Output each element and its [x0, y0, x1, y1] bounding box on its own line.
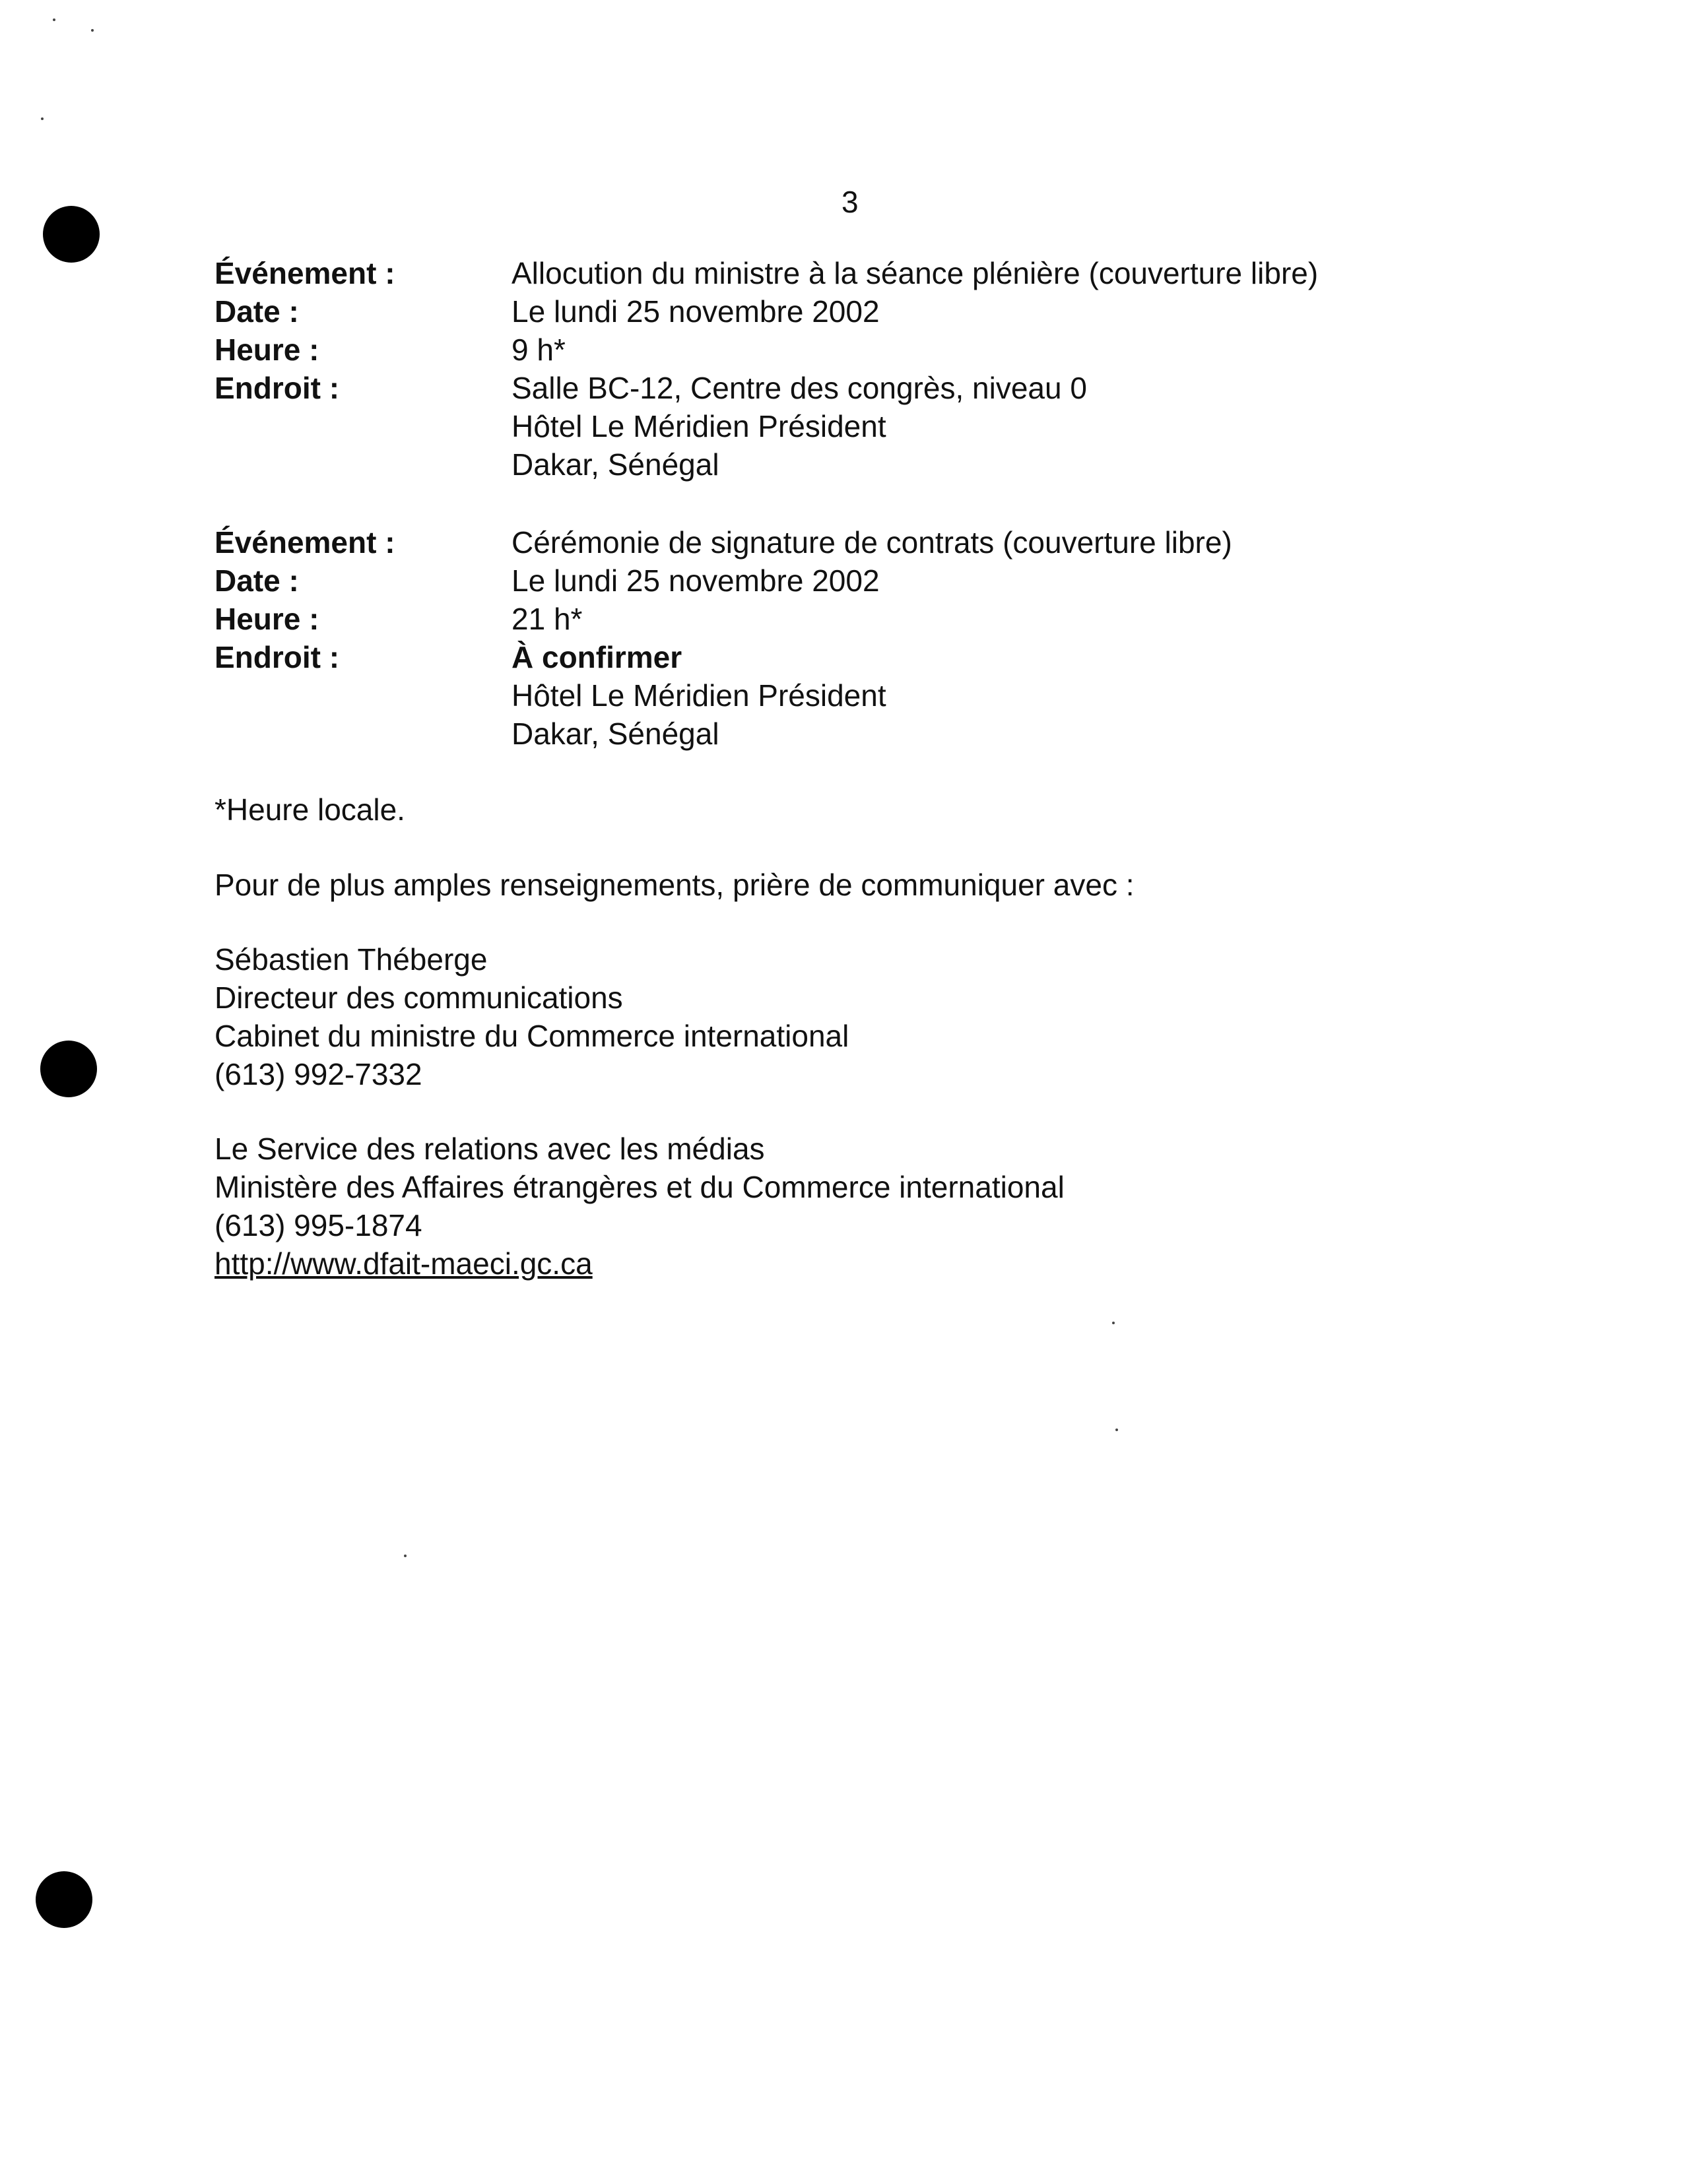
binder-hole-top [43, 206, 100, 263]
event-block-1 [214, 254, 1534, 484]
place-label: Endroit : [214, 640, 340, 674]
date-label: Date : [214, 294, 299, 329]
page-number: 3 [842, 185, 859, 219]
contact-director [214, 940, 1534, 1093]
time-label: Heure : [214, 602, 319, 636]
place-line: Salle BC-12, Centre des congrès, niveau 0 [512, 371, 1087, 405]
place-line: Hôtel Le Méridien Président [512, 678, 886, 713]
scan-speck [91, 29, 94, 32]
contact-intro: Pour de plus amples renseignements, prière de communiquer avec : [214, 868, 1135, 902]
time-value: 21 h* [512, 602, 583, 636]
contact-name: Sébastien Théberge [214, 942, 488, 977]
place-line-to-confirm: À confirmer [512, 640, 682, 674]
place-line: Dakar, Sénégal [512, 447, 719, 482]
date-label: Date : [214, 563, 299, 598]
scan-speck [1115, 1429, 1118, 1431]
place-value [512, 638, 1436, 753]
event-value: Allocution du ministre à la séance plénière (couverture libre) [512, 256, 1319, 290]
date-value: Le lundi 25 novembre 2002 [512, 294, 880, 329]
event-block-2 [214, 523, 1534, 753]
event-label: Événement : [214, 525, 395, 560]
local-time-footnote: *Heure locale. [214, 792, 405, 827]
scan-speck [53, 18, 55, 21]
scan-speck [404, 1555, 407, 1557]
binder-hole-middle [40, 1041, 97, 1097]
place-value [512, 369, 1436, 484]
contact-office: Cabinet du ministre du Commerce international [214, 1019, 849, 1053]
place-line: Hôtel Le Méridien Président [512, 409, 886, 443]
contact-title: Directeur des communications [214, 980, 623, 1015]
event-label: Événement : [214, 256, 395, 290]
time-label: Heure : [214, 333, 319, 367]
binder-hole-bottom [36, 1871, 92, 1928]
website-link[interactable]: http://www.dfait-maeci.gc.ca [214, 1246, 593, 1281]
contact-media-relations [214, 1130, 1534, 1283]
place-label: Endroit : [214, 371, 340, 405]
contact-phone: (613) 992-7332 [214, 1057, 422, 1091]
event-value: Cérémonie de signature de contrats (couverture libre) [512, 525, 1232, 560]
scan-speck [41, 117, 44, 120]
time-value: 9 h* [512, 333, 566, 367]
contact-service: Le Service des relations avec les médias [214, 1132, 765, 1166]
scan-speck [1112, 1322, 1115, 1324]
contact-department: Ministère des Affaires étrangères et du Commerce international [214, 1170, 1065, 1204]
date-value: Le lundi 25 novembre 2002 [512, 563, 880, 598]
contact-phone: (613) 995-1874 [214, 1208, 422, 1242]
place-line: Dakar, Sénégal [512, 717, 719, 751]
